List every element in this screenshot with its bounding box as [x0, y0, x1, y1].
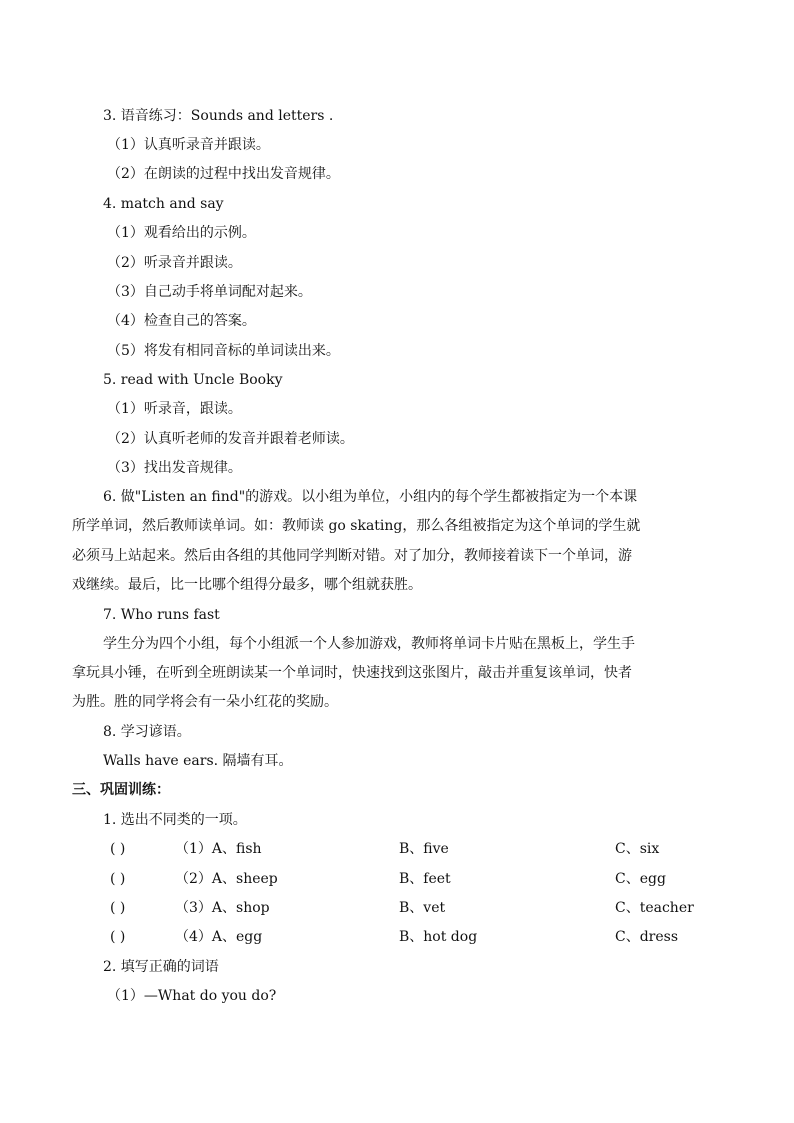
option-c: C、six [615, 841, 660, 857]
section-8-proverb: Walls have ears. 隔墙有耳。 [103, 753, 293, 769]
section-5-item-1: （1）听录音，跟读。 [107, 401, 242, 417]
option-b: B、vet [399, 900, 446, 916]
option-c: C、dress [615, 929, 679, 945]
section-6-line-3: 必须马上站起来。然后由各组的其他同学判断对错。对了加分，教师接着读下一个单词，游 [72, 548, 632, 564]
answer-blank[interactable]: ( ) [110, 871, 126, 887]
option-a: （1）A、fish [175, 841, 262, 857]
section-4-item-2: （2）听录音并跟读。 [107, 255, 242, 271]
section-5-item-3: （3）找出发音规律。 [107, 460, 242, 476]
practice-heading: 三、巩固训练： [72, 782, 170, 798]
section-3-item-1: （1）认真听录音并跟读。 [107, 137, 270, 153]
section-6-line-1: 6. 做"Listen an find"的游戏。以小组为单位，小组内的每个学生都被指定为一个本课 [103, 489, 638, 505]
section-4-title: 4. match and say [103, 196, 224, 212]
question-2-item-1: （1）—What do you do? [107, 988, 277, 1004]
option-a: （2）A、sheep [175, 871, 278, 887]
section-3-title: 3. 语音练习：Sounds and letters . [103, 108, 334, 124]
option-c: C、egg [615, 871, 666, 887]
question-1-title: 1. 选出不同类的一项。 [103, 812, 247, 828]
section-7-line-2: 拿玩具小锤，在听到全班朗读某一个单词时，快速找到这张图片，敲击并重复该单词，快者 [72, 665, 632, 681]
answer-blank[interactable]: ( ) [110, 900, 126, 916]
section-6-line-4: 戏继续。最后，比一比哪个组得分最多，哪个组就获胜。 [72, 577, 422, 593]
section-4-item-1: （1）观看给出的示例。 [107, 225, 256, 241]
section-6-line-2: 所学单词，然后教师读单词。如：教师读 go skating，那么各组被指定为这个单词的学生就 [72, 518, 641, 534]
answer-blank[interactable]: ( ) [110, 929, 126, 945]
section-5-title: 5. read with Uncle Booky [103, 372, 283, 388]
answer-blank[interactable]: ( ) [110, 841, 126, 857]
section-5-item-2: （2）认真听老师的发音并跟着老师读。 [107, 431, 354, 447]
option-a: （3）A、shop [175, 900, 270, 916]
option-a: （4）A、egg [175, 929, 263, 945]
option-b: B、feet [399, 871, 451, 887]
section-4-item-3: （3）自己动手将单词配对起来。 [107, 284, 312, 300]
section-7-title: 7. Who runs fast [103, 607, 220, 623]
section-4-item-4: （4）检查自己的答案。 [107, 313, 256, 329]
section-7-line-3: 为胜。胜的同学将会有一朵小红花的奖励。 [72, 694, 338, 710]
option-b: B、hot dog [399, 929, 478, 945]
section-4-item-5: （5）将发有相同音标的单词读出来。 [107, 343, 340, 359]
option-c: C、teacher [615, 900, 694, 916]
option-b: B、five [399, 841, 449, 857]
section-8-title: 8. 学习谚语。 [103, 724, 191, 740]
question-2-title: 2. 填写正确的词语 [103, 959, 219, 975]
section-7-line-1: 学生分为四个小组，每个小组派一个人参加游戏，教师将单词卡片贴在黑板上，学生手 [103, 636, 635, 652]
section-3-item-2: （2）在朗读的过程中找出发音规律。 [107, 166, 340, 182]
